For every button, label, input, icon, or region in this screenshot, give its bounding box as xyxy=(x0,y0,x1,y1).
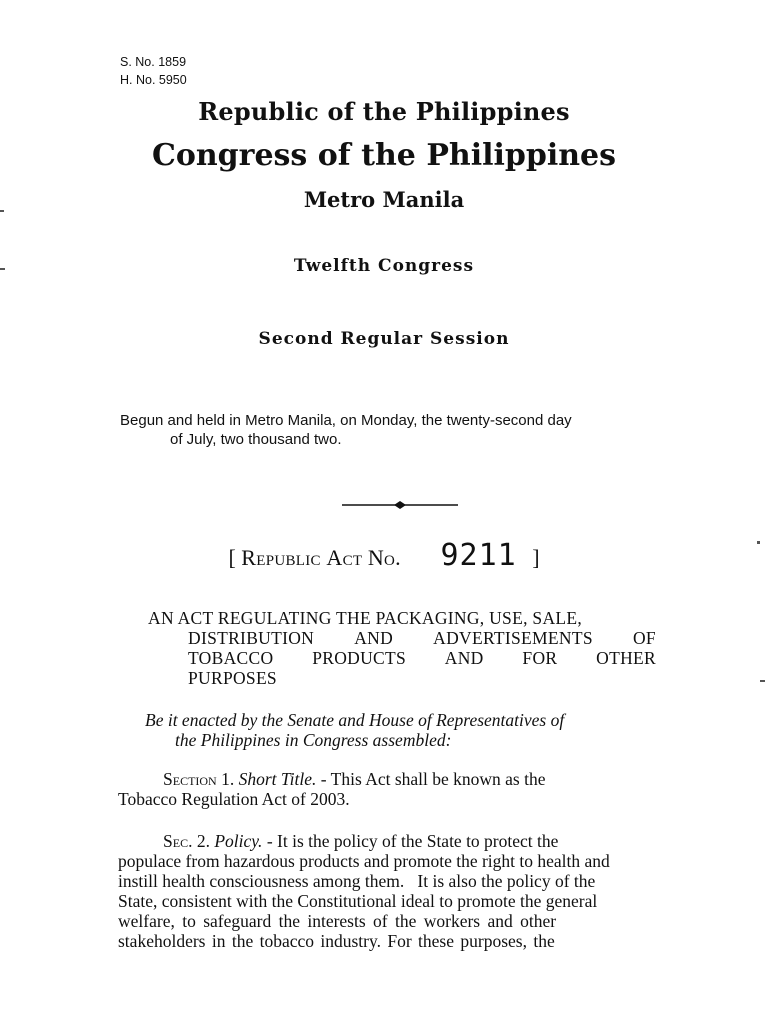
section-2-line: populace from hazardous products and promote the right to health and xyxy=(118,851,610,871)
title-word: OTHER xyxy=(596,648,656,668)
begun-statement xyxy=(120,411,700,449)
heading-session: Second Regular Session xyxy=(258,329,510,349)
heading-city: Metro Manila xyxy=(303,187,465,212)
title-word: AND xyxy=(354,628,394,648)
section-2-label: Sec. 2. xyxy=(163,831,210,851)
section-2-heading: Policy. xyxy=(214,831,263,851)
heading-congress: Congress of the Philippines xyxy=(151,138,617,173)
house-bill-number: H. No. 5950 xyxy=(120,73,187,87)
section-2-text: - It is the policy of the State to protect the xyxy=(262,831,559,851)
section-1-text: - This Act shall be known as the xyxy=(316,769,546,789)
section-2-line-1 xyxy=(118,831,678,851)
scan-mark xyxy=(757,541,760,544)
title-word: TOBACCO xyxy=(188,648,274,668)
section-2-line: instill health consciousness among them. It is also the policy of the xyxy=(118,871,596,891)
label-act: Act xyxy=(326,545,363,570)
section-2-line: welfare, to safeguard the interests of the workers and other xyxy=(118,911,557,931)
bracket-open: [ xyxy=(228,545,236,570)
enacting-line-1: Be it enacted by the Senate and House of Representatives of xyxy=(145,710,565,730)
section-1-line-1 xyxy=(118,769,678,789)
act-title-line-3 xyxy=(148,648,656,668)
title-word: PRODUCTS xyxy=(312,648,407,668)
scan-mark xyxy=(0,210,4,212)
section-1-line-2: Tobacco Regulation Act of 2003. xyxy=(118,789,350,809)
title-word: DISTRIBUTION xyxy=(188,628,315,648)
scan-mark xyxy=(760,680,765,682)
section-2-line: stakeholders in the tobacco industry. For these purposes, the xyxy=(118,931,555,951)
bill-numbers xyxy=(120,53,187,89)
begun-line-2: of July, two thousand two. xyxy=(170,431,342,448)
act-title-line-4: PURPOSES xyxy=(188,668,277,688)
enacting-line-2: the Philippines in Congress assembled: xyxy=(175,730,452,750)
senate-bill-number: S. No. 1859 xyxy=(120,55,187,69)
heading-republic: Republic of the Philippines xyxy=(198,97,570,126)
scan-mark xyxy=(0,268,5,270)
act-title-line-1: AN ACT REGULATING THE PACKAGING, USE, SALE, xyxy=(148,608,583,628)
section-2-line: State, consistent with the Constitutional ideal to promote the general xyxy=(118,891,598,911)
act-number: 9211 xyxy=(440,538,517,573)
ornament-divider xyxy=(342,499,458,511)
title-word: OF xyxy=(632,628,656,648)
act-title-line-2 xyxy=(148,628,656,648)
enacting-clause xyxy=(145,710,685,750)
heading-congress-number: Twelfth Congress xyxy=(293,256,475,276)
label-republic: Republic xyxy=(241,545,321,570)
bracket-close: ] xyxy=(532,545,540,570)
title-word: ADVERTISEMENTS xyxy=(433,628,593,648)
republic-act-number xyxy=(0,538,768,573)
section-1-heading: Short Title. xyxy=(238,769,317,789)
begun-line-1: Begun and held in Metro Manila, on Monday, the twenty-second day xyxy=(120,412,572,429)
label-no: No. xyxy=(367,545,401,570)
section-1 xyxy=(118,769,678,809)
title-word: FOR xyxy=(522,648,558,668)
act-title xyxy=(148,608,656,688)
section-2 xyxy=(118,831,678,951)
title-word: AND xyxy=(444,648,484,668)
section-1-label: Section 1. xyxy=(163,769,235,789)
